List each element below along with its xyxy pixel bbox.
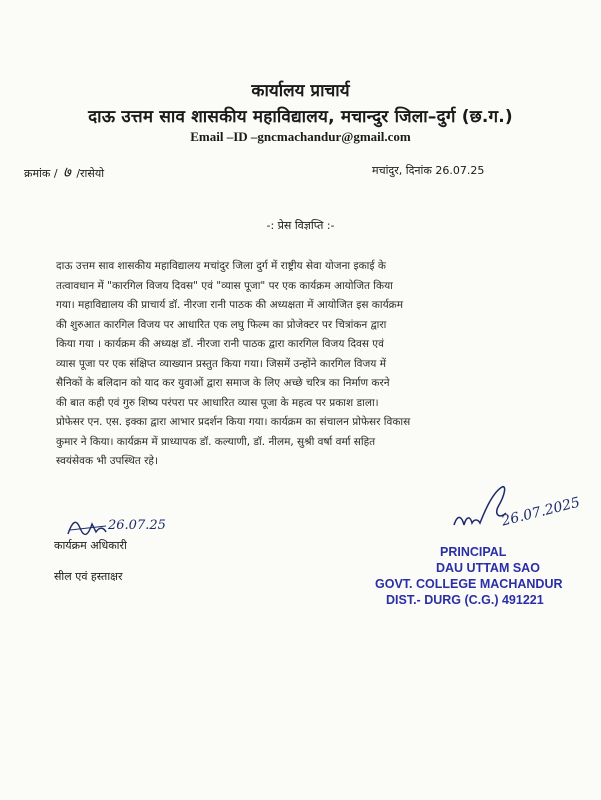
body-line: प्रोफेसर एन. एस. इक्का द्वारा आभार प्रदर्शन किया गया। कार्यक्रम का संचालन प्रोफेसर विकास <box>56 416 411 428</box>
principal-signature-date: 26.07.2025 <box>500 494 582 530</box>
body-line: की बात कही एवं गुरु शिष्य परंपरा पर आधारित व्यास पूजा के महत्व पर प्रकाश डाला। <box>56 396 379 409</box>
principal-stamp-line: DAU UTTAM SAO <box>436 561 540 575</box>
reference-number <box>24 162 104 182</box>
body-line: तत्वावधान में "कारगिल विजय दिवस" एवं "व्यास पूजा" पर एक कार्यक्रम आयोजित किया <box>56 279 393 292</box>
office-heading: कार्यालय प्राचार्य <box>251 81 350 101</box>
program-officer-signature-date: 26.07.25 <box>108 518 166 533</box>
body-line: सैनिकों के बलिदान को याद कर युवाओं द्वारा समाज के लिए अच्छे चरित्र का निर्माण करने <box>56 377 390 389</box>
reference-prefix: क्रमांक / <box>24 167 58 180</box>
date-line: मचांदुर, दिनांक 26.07.25 <box>372 164 485 177</box>
press-release-body <box>56 257 551 472</box>
press-release-title: -: प्रेस विज्ञप्ति :- <box>266 219 335 232</box>
body-line: स्वयंसेवक भी उपस्थित रहे। <box>56 455 158 467</box>
principal-stamp-line: PRINCIPAL <box>440 545 507 559</box>
body-line: व्यास पूजा पर एक संक्षिप्त व्याख्यान प्रस्तुत किया गया। जिसमें उन्होंने कारगिल विजय में <box>56 357 387 370</box>
body-line: कुमार ने किया। कार्यक्रम में प्राध्यापक डॉ. कल्याणी, डॉ. नीलम, सुश्री वर्षा वर्मा सहित <box>56 435 376 448</box>
body-line: किया गया । कार्यक्रम की अध्यक्ष डॉ. नीरजा रानी पाठक द्वारा कारगिल विजय दिवस एवं <box>56 338 384 350</box>
college-heading: दाऊ उत्तम साव शासकीय महाविद्यालय, मचान्दुर जिला–दुर्ग (छ.ग.) <box>88 107 513 127</box>
seal-signature-label: सील एवं हस्ताक्षर <box>54 570 123 583</box>
body-line: दाऊ उत्तम साव शासकीय महाविद्यालय मचांदुर जिला दुर्ग में राष्ट्रीय सेवा योजना इकाई के <box>56 260 386 272</box>
reference-suffix: /रासेयो <box>76 167 105 180</box>
reference-handwritten-number: ७ <box>63 163 71 181</box>
email-line: Email –ID –gncmachandur@gmail.com <box>190 129 411 144</box>
body-line: की शुरुआत कारगिल विजय पर आधारित एक लघु फिल्म का प्रोजेक्टर पर चित्रांकन द्वारा <box>56 318 387 331</box>
principal-stamp-line: DIST.- DURG (C.G.) 491221 <box>386 593 544 607</box>
principal-stamp-line: GOVT. COLLEGE MACHANDUR <box>375 577 563 591</box>
program-officer-label: कार्यक्रम अधिकारी <box>54 539 127 552</box>
body-line: गया। महाविद्यालय की प्राचार्य डॉ. नीरजा रानी पाठक की अध्यक्षता में आयोजित इस कार्यक्रम <box>56 299 404 311</box>
